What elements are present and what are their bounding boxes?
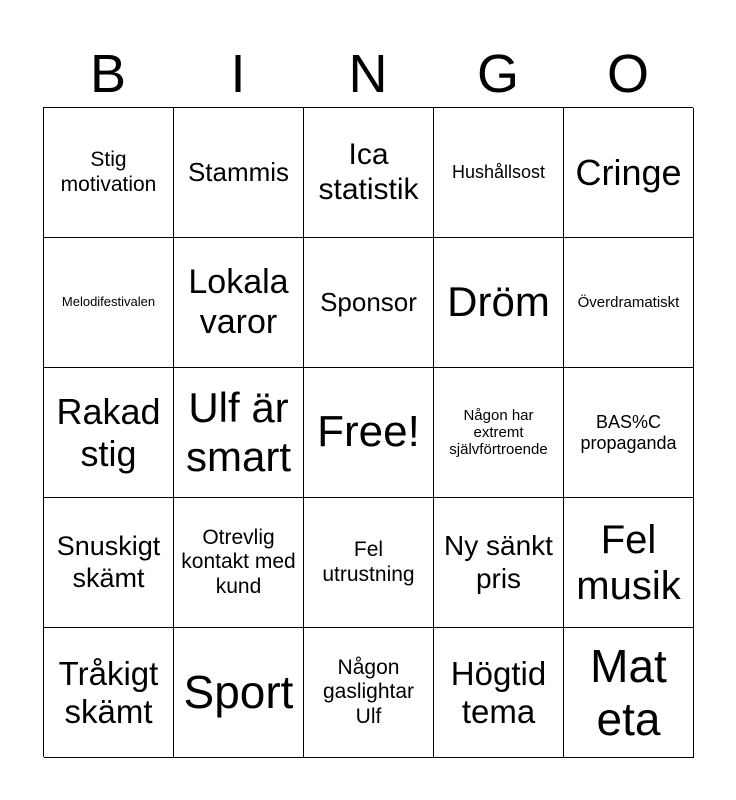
bingo-cell-10[interactable]: [564, 238, 694, 368]
bingo-cell-text: Tråkigt skämt: [58, 654, 159, 730]
bingo-cell-text: BAS%C propaganda: [580, 411, 677, 453]
bingo-cell-text: Rakad stig: [56, 391, 161, 474]
bingo-cell-9[interactable]: [434, 238, 564, 368]
bingo-cell-7[interactable]: [174, 238, 304, 368]
bingo-cell-15[interactable]: [564, 368, 694, 498]
bingo-cell-21[interactable]: [44, 628, 174, 758]
bingo-cell-6[interactable]: [44, 238, 174, 368]
bingo-cell-25[interactable]: [564, 628, 694, 758]
bingo-cell-text: Fel musik: [576, 517, 681, 608]
bingo-cell-text: Överdramatiskt: [577, 293, 680, 311]
bingo-cell-text: Sport: [183, 666, 294, 719]
bingo-cell-23[interactable]: [304, 628, 434, 758]
bingo-cell-text: Snuskigt skämt: [56, 531, 161, 593]
header-letter-n: N: [348, 44, 388, 104]
bingo-cell-13[interactable]: [304, 368, 434, 498]
bingo-cell-text: Någon har extremt självförtroende: [449, 406, 548, 459]
header-letter-b: B: [89, 44, 127, 104]
bingo-cell-18[interactable]: [304, 498, 434, 628]
bingo-cell-text: Ny sänkt pris: [444, 530, 553, 594]
bingo-cell-text: Stammis: [187, 156, 290, 187]
bingo-cell-5[interactable]: [564, 108, 694, 238]
bingo-cell-20[interactable]: [564, 498, 694, 628]
bingo-cell-text: Högtid tema: [450, 654, 547, 730]
header-letter-g: G: [476, 44, 519, 104]
bingo-cell-14[interactable]: [434, 368, 564, 498]
bingo-cell-17[interactable]: [174, 498, 304, 628]
bingo-cell-1[interactable]: [44, 108, 174, 238]
bingo-cell-8[interactable]: [304, 238, 434, 368]
bingo-cell-11[interactable]: [44, 368, 174, 498]
bingo-cell-12[interactable]: [174, 368, 304, 498]
bingo-cell-text: Melodifestivalen: [61, 294, 156, 310]
bingo-cell-text: Fel utrustning: [322, 538, 415, 586]
bingo-cell-22[interactable]: [174, 628, 304, 758]
bingo-cell-3[interactable]: [304, 108, 434, 238]
bingo-cell-2[interactable]: [174, 108, 304, 238]
bingo-cell-16[interactable]: [44, 498, 174, 628]
bingo-cell-text: Hushållsost: [451, 162, 546, 183]
bingo-cell-text: Ulf är smart: [186, 384, 291, 480]
bingo-cell-text: Lokala varor: [188, 263, 289, 341]
bingo-cell-24[interactable]: [434, 628, 564, 758]
bingo-cell-19[interactable]: [434, 498, 564, 628]
bingo-cell-text: Ica statistik: [318, 138, 419, 206]
bingo-cell-text: Otrevlig kontakt med kund: [181, 526, 296, 598]
bingo-cell-text: Mat eta: [590, 639, 667, 745]
bingo-cell-text: Stig motivation: [60, 148, 157, 196]
bingo-cell-text: Free!: [317, 407, 420, 457]
bingo-cell-text: Cringe: [575, 151, 682, 193]
bingo-card-grid: [43, 107, 693, 757]
bingo-header: [43, 40, 693, 108]
bingo-cell-text: Dröm: [447, 278, 550, 326]
bingo-cell-text: Sponsor: [320, 286, 417, 317]
header-letter-i: I: [230, 44, 246, 104]
bingo-cell-text: Någon gaslightar Ulf: [322, 656, 415, 728]
header-letter-o: O: [606, 44, 649, 104]
bingo-cell-4[interactable]: [434, 108, 564, 238]
